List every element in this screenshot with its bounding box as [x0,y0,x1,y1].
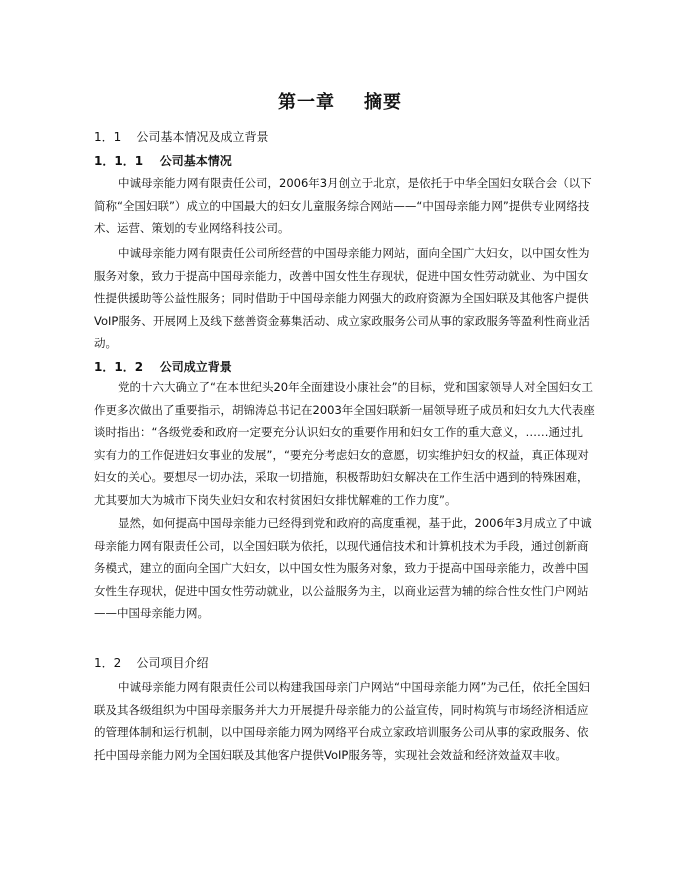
text-line: 作更多次做出了重要指示，胡锦涛总书记在2003年全国妇联新一届领导班子成员和妇女九大代表座 [94,402,595,417]
paragraph-project-intro [94,676,606,766]
text-line: 简称“全国妇联”）成立的中国最大的妇女儿童服务综合网站——“中国母亲能力网”提供专业网络技 [94,198,590,213]
text-line: 尤其要加大为城市下岗失业妇女和农村贫困妇女排忧解难的工作力度”。 [94,492,457,507]
text-line: ——中国母亲能力网。 [94,606,209,620]
text-line: 务模式，建立的面向全国广大妇女，以中国女性为服务对象，致力于提高中国母亲能力，改善中国 [94,561,589,575]
text-line: 显然，如何提高中国母亲能力已经得到党和政府的高度重视，基于此，2006年3月成立了中诚 [118,516,592,530]
text-line: VoIP服务、开展网上及线下慈善资金募集活动、成立家政服务公司从事的家政服务等盈利性商业活 [94,313,590,328]
section-heading-1-2: 1．2 公司项目介绍 [94,656,209,670]
text-line: 托中国母亲能力网为全国妇联及其他客户提供VoIP服务等，实现社会效益和经济效益双丰收。 [94,747,567,762]
text-line: 动。 [94,336,117,350]
text-line: 中诚母亲能力网有限责任公司所经营的中国母亲能力网站，面向全国广大妇女，以中国女性为 [118,246,590,260]
chapter-title: 第一章 摘要 [277,92,403,113]
text-line: 中诚母亲能力网有限责任公司，2006年3月创立于北京，是依托于中华全国妇女联合会（以下 [118,176,592,190]
subsection-heading-1-1-1: 1．1．1 公司基本情况 [94,154,232,168]
text-line: 党的十六大确立了“在本世纪头20年全面建设小康社会”的目标，党和国家领导人对全国妇女工 [118,380,594,394]
paragraph-policy-background [94,376,606,511]
text-line: 谈时指出：“各级党委和政府一定要充分认识妇女的重要作用和妇女工作的重大意义，……通过扎 [94,425,583,439]
text-line: 联及其各级组织为中国母亲服务并大力开展提升母亲能力的公益宣传，同时构筑与市场经济相适应 [94,702,589,717]
text-line: 女性生存现状，促进中国女性劳动就业，以公益服务为主，以商业运营为辅的综合性女性门户网站 [94,583,589,598]
text-line: 性提供援助等公益性服务；同时借助于中国母亲能力网强大的政府资源为全国妇联及其他客户提供 [94,291,589,305]
paragraph-company-overview [94,172,606,240]
paragraph-founding [94,512,606,625]
paragraph-company-services [94,242,606,355]
text-line: 术、运营、策划的专业网络科技公司。 [94,221,290,235]
text-line: 母亲能力网有限责任公司，以全国妇联为依托，以现代通信技术和计算机技术为手段，通过创新商 [94,538,589,553]
text-line: 服务对象，致力于提高中国母亲能力，改善中国女性生存现状，促进中国女性劳动就业、为中国女 [94,268,589,283]
text-line: 实有力的工作促进妇女事业的发展”，“要充分考虑妇女的意愿，切实维护妇女的权益，真正体现对 [94,447,589,462]
section-heading-1-1: 1．1 公司基本情况及成立背景 [94,130,269,144]
subsection-heading-1-1-2: 1．1．2 公司成立背景 [94,360,232,374]
text-line: 的管理体制和运行机制，以中国母亲能力网为网络平台成立家政培训服务公司从事的家政服务、依 [94,725,589,739]
text-line: 妇女的关心。要想尽一切办法，采取一切措施，积极帮助妇女解决在工作生活中遇到的特殊困难， [94,470,589,484]
text-line: 中诚母亲能力网有限责任公司以构建我国母亲门户网站“中国母亲能力网”为己任，依托全国妇 [118,680,590,694]
